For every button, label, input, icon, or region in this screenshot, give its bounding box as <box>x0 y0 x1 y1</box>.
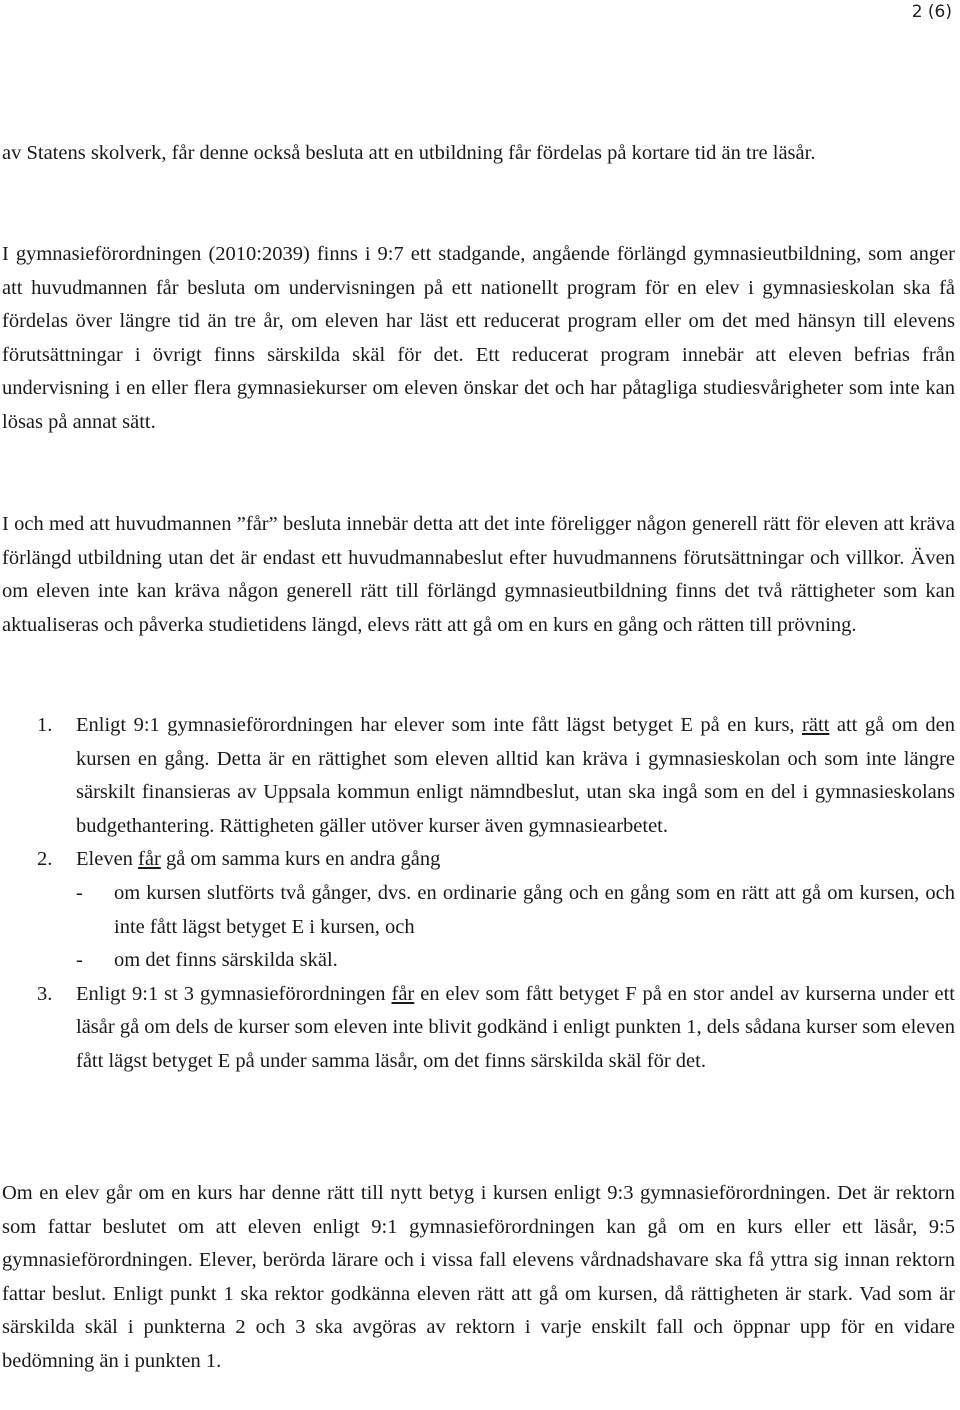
dash-list-item <box>76 877 955 944</box>
underlined-word: får <box>138 848 161 871</box>
underlined-word: rätt <box>802 714 830 736</box>
dash-marker: - <box>76 881 83 904</box>
paragraph-rektor-beslut: Om en elev går om en kurs har denne rätt till nytt betyg i kursen enligt 9:3 gymnasieförordningen. Det är rektorn som fattar beslutet om att eleven enligt 9:1 gymnasieförordningen kan gå om en kurs eller ett läsår, 9:5 gymnasieförordningen. Elever, berörda lärare och i vissa fall elevens vårdnadshavare ska få yttra sig innan rektorn fattar beslut. Enligt punkt 1 ska rektor godkänna eleven rätt att gå om kursen, då rättigheten är stark. Vad som är särskilda skäl i punkterna 2 och 3 ska avgöras av rektorn i varje enskilt fall och öppnar upp för en vidare bedömning än i punkten 1. <box>2 1182 955 1372</box>
dash-list-item <box>76 944 955 978</box>
numbered-list <box>0 709 955 1079</box>
dash-marker: - <box>76 949 83 972</box>
list-item <box>0 709 955 843</box>
list-item-text: Enligt 9:1 gymnasieförordningen har elever som inte fått lägst betyget E på en kurs, <box>76 714 795 736</box>
underlined-word: får <box>391 982 415 1005</box>
dash-list-text: om det finns särskilda skäl. <box>114 949 338 972</box>
list-item-text: gå om samma kurs en andra gång <box>165 848 441 871</box>
list-item-number: 3. <box>37 982 53 1005</box>
paragraph-huvudmannen-far: I och med att huvudmannen ”får” besluta innebär detta att det inte föreligger någon generell rätt för eleven att kräva förlängd utbildning utan det är endast ett huvudmannabeslut efter huvudmannens förutsättningar och villkor. Även om eleven inte kan kräva någon generell rätt till förlängd gymnasieutbildning finns det två rättigheter som kan aktualiseras och påverka studietidens längd, elevs rätt att gå om en kurs en gång och rätten till prövning. <box>2 513 955 636</box>
page-number: 2 (6) <box>911 2 952 22</box>
list-item-text: Enligt 9:1 st 3 gymnasieförordningen <box>76 982 386 1005</box>
list-item <box>0 843 955 977</box>
list-item-text: att gå om den kursen en gång. Detta är en rättighet som eleven alltid kan kräva i gymnasieskolan och som inte längre särskilt finansieras av Uppsala kommun enligt nämndbeslut, utan ska ingå som en del i gymnasieskolans budgethantering. Rättigheten gäller utöver kurser även gymnasiearbetet. <box>76 714 956 837</box>
list-item-number: 1. <box>37 714 53 736</box>
list-item-number: 2. <box>37 848 53 871</box>
paragraph-forlangd-utbildning: I gymnasieförordningen (2010:2039) finns i 9:7 ett stadgande, angående förlängd gymnasieutbildning, som anger att huvudmannen får besluta om undervisningen på ett nationellt program för en elev i gymnasieskolan ska få fördelas över längre tid än tre år, om eleven har läst ett reducerat program eller om det med hänsyn till elevens förutsättningar i övrigt finns särskilda skäl för det. Ett reducerat program innebär att eleven befrias från undervisning i en eller flera gymnasiekurser om eleven önskar det och har påtagliga studiesvårigheter som inte kan lösas på annat sätt. <box>2 243 955 433</box>
paragraph-intro-continuation: av Statens skolverk, får denne också besluta att en utbildning får fördelas på kortare tid än tre läsår. <box>2 142 816 164</box>
list-item-text: en elev som fått betyget F på en stor andel av kurserna under ett läsår gå om dels de kurser som eleven inte blivit godkänd i enligt punkten 1, dels sådana kurser som eleven fått lägst betyget E på under samma läsår, om det finns särskilda skäl för det. <box>76 982 955 1072</box>
dash-list-text: om kursen slutförts två gånger, dvs. en ordinarie gång och en gång som en rätt att gå om kursen, och inte fått lägst betyget E i kursen, och <box>114 881 955 938</box>
list-item <box>0 978 955 1079</box>
list-item-text: Eleven <box>76 848 133 871</box>
